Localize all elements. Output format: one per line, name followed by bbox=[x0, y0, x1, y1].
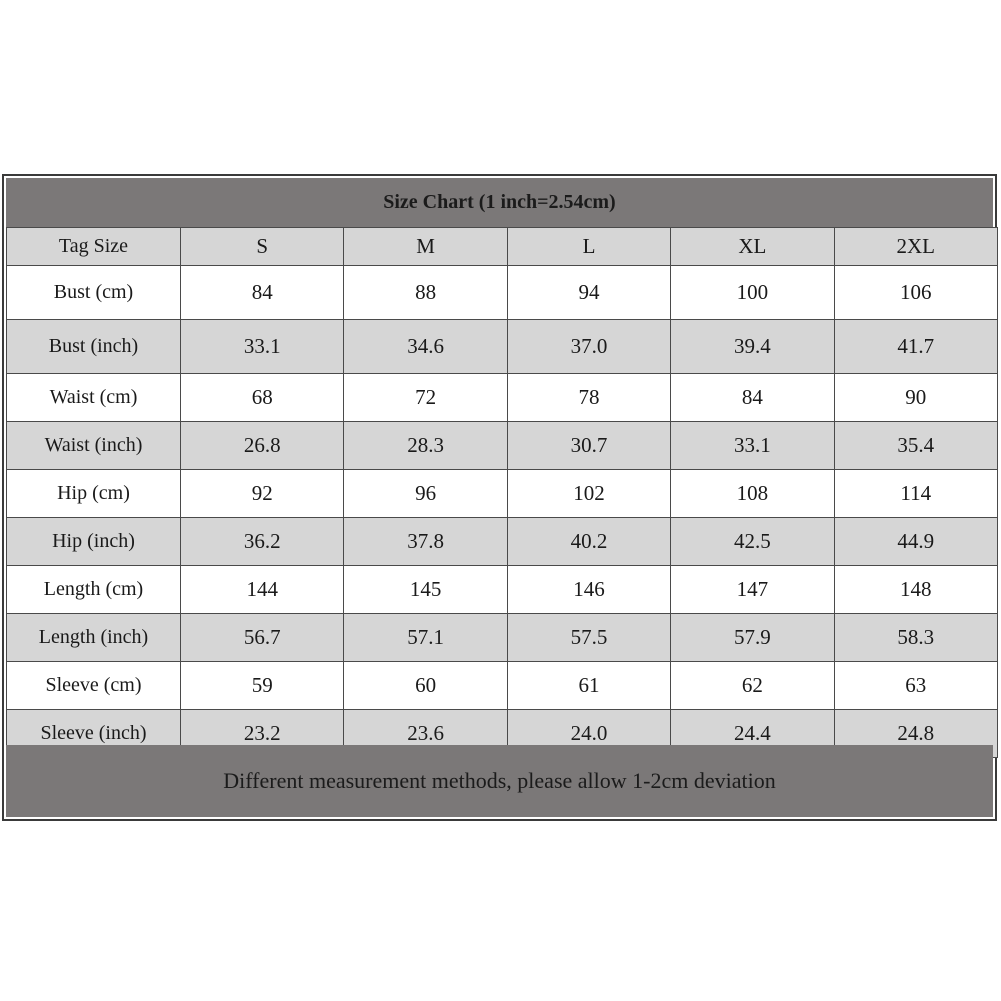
footer-note: Different measurement methods, please allow 1-2cm deviation bbox=[6, 745, 993, 817]
size-table bbox=[6, 227, 998, 758]
table-cell: 72 bbox=[344, 374, 507, 422]
table-cell: 59 bbox=[181, 662, 344, 710]
row-label: Sleeve (inch) bbox=[7, 710, 181, 758]
table-cell: 41.7 bbox=[834, 320, 997, 374]
table-cell: 100 bbox=[671, 266, 834, 320]
table-cell: 60 bbox=[344, 662, 507, 710]
table-header-row bbox=[7, 228, 998, 266]
table-cell: 108 bbox=[671, 470, 834, 518]
table-row bbox=[7, 320, 998, 374]
table-row bbox=[7, 266, 998, 320]
table-row bbox=[7, 374, 998, 422]
table-cell: 96 bbox=[344, 470, 507, 518]
table-cell: 56.7 bbox=[181, 614, 344, 662]
header-cell: Tag Size bbox=[7, 228, 181, 266]
row-label: Bust (cm) bbox=[7, 266, 181, 320]
table-row bbox=[7, 470, 998, 518]
row-label: Length (inch) bbox=[7, 614, 181, 662]
table-cell: 63 bbox=[834, 662, 997, 710]
table-cell: 57.9 bbox=[671, 614, 834, 662]
table-cell: 33.1 bbox=[671, 422, 834, 470]
table-cell: 92 bbox=[181, 470, 344, 518]
row-label: Hip (cm) bbox=[7, 470, 181, 518]
table-cell: 30.7 bbox=[507, 422, 670, 470]
table-cell: 68 bbox=[181, 374, 344, 422]
table-row bbox=[7, 614, 998, 662]
table-cell: 62 bbox=[671, 662, 834, 710]
table-cell: 39.4 bbox=[671, 320, 834, 374]
chart-title: Size Chart (1 inch=2.54cm) bbox=[6, 178, 993, 227]
table-cell: 35.4 bbox=[834, 422, 997, 470]
table-cell: 114 bbox=[834, 470, 997, 518]
header-cell: 2XL bbox=[834, 228, 997, 266]
table-cell: 24.8 bbox=[834, 710, 997, 758]
table-row bbox=[7, 518, 998, 566]
header-cell: M bbox=[344, 228, 507, 266]
table-cell: 57.1 bbox=[344, 614, 507, 662]
table-cell: 61 bbox=[507, 662, 670, 710]
row-label: Length (cm) bbox=[7, 566, 181, 614]
table-cell: 44.9 bbox=[834, 518, 997, 566]
table-cell: 145 bbox=[344, 566, 507, 614]
table-cell: 58.3 bbox=[834, 614, 997, 662]
table-cell: 106 bbox=[834, 266, 997, 320]
table-cell: 36.2 bbox=[181, 518, 344, 566]
table-cell: 102 bbox=[507, 470, 670, 518]
header-cell: S bbox=[181, 228, 344, 266]
header-cell: XL bbox=[671, 228, 834, 266]
table-cell: 37.0 bbox=[507, 320, 670, 374]
table-row bbox=[7, 662, 998, 710]
row-label: Sleeve (cm) bbox=[7, 662, 181, 710]
table-cell: 24.0 bbox=[507, 710, 670, 758]
table-cell: 88 bbox=[344, 266, 507, 320]
table-cell: 78 bbox=[507, 374, 670, 422]
table-cell: 26.8 bbox=[181, 422, 344, 470]
table-cell: 90 bbox=[834, 374, 997, 422]
table-cell: 33.1 bbox=[181, 320, 344, 374]
table-cell: 40.2 bbox=[507, 518, 670, 566]
table-cell: 147 bbox=[671, 566, 834, 614]
table-cell: 94 bbox=[507, 266, 670, 320]
table-cell: 37.8 bbox=[344, 518, 507, 566]
row-label: Waist (inch) bbox=[7, 422, 181, 470]
table-row bbox=[7, 566, 998, 614]
table-row bbox=[7, 422, 998, 470]
size-chart bbox=[2, 174, 997, 821]
table-cell: 23.6 bbox=[344, 710, 507, 758]
row-label: Hip (inch) bbox=[7, 518, 181, 566]
header-cell: L bbox=[507, 228, 670, 266]
row-label: Waist (cm) bbox=[7, 374, 181, 422]
table-cell: 57.5 bbox=[507, 614, 670, 662]
table-cell: 42.5 bbox=[671, 518, 834, 566]
table-cell: 146 bbox=[507, 566, 670, 614]
table-cell: 34.6 bbox=[344, 320, 507, 374]
table-cell: 148 bbox=[834, 566, 997, 614]
table-cell: 23.2 bbox=[181, 710, 344, 758]
table-cell: 84 bbox=[671, 374, 834, 422]
table-cell: 24.4 bbox=[671, 710, 834, 758]
table-cell: 28.3 bbox=[344, 422, 507, 470]
table-cell: 144 bbox=[181, 566, 344, 614]
row-label: Bust (inch) bbox=[7, 320, 181, 374]
table-cell: 84 bbox=[181, 266, 344, 320]
